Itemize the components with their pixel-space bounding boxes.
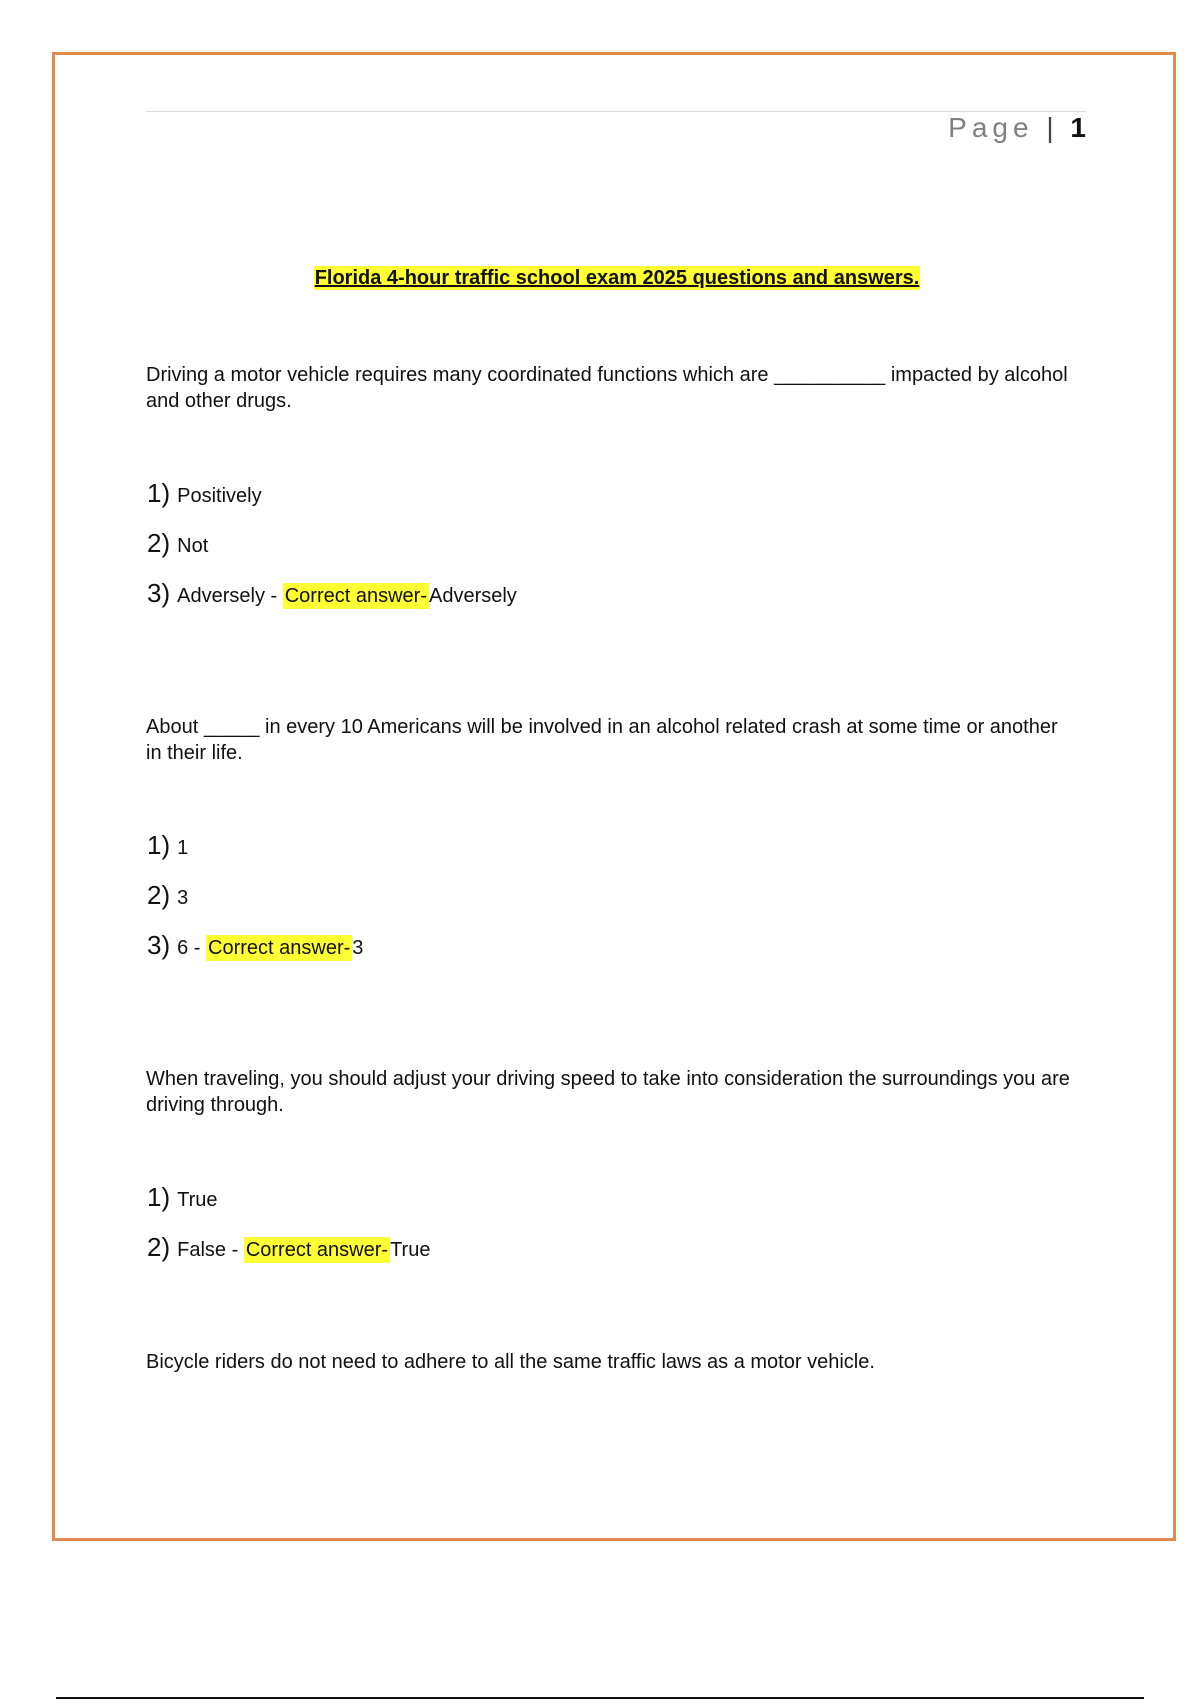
page-separator: | <box>1046 112 1054 143</box>
correct-answer-label: Correct answer- <box>284 585 427 607</box>
question-1-text: Driving a motor vehicle requires many coordinated functions which are __________ impacted by alcohol and other drugs. <box>146 364 1068 412</box>
option-number: 3) <box>147 930 171 960</box>
option-number: 3) <box>147 578 171 608</box>
correct-answer-label: Correct answer- <box>208 937 351 959</box>
page-number <box>948 112 1086 144</box>
option-number: 1) <box>147 478 171 508</box>
option-text: 6 - <box>177 937 201 959</box>
question-2-option-3 <box>147 930 363 961</box>
option-text: Adversely - <box>177 585 278 607</box>
question-3-option-1 <box>147 1182 218 1213</box>
question-3-option-2 <box>147 1232 430 1263</box>
option-text: False - <box>177 1239 239 1261</box>
correct-answer-value: 3 <box>352 937 364 959</box>
option-number: 1) <box>147 830 171 860</box>
question-2-text: About _____ in every 10 Americans will be involved in an alcohol related crash at some time or another in their life. <box>146 716 1058 764</box>
page-number-value: 1 <box>1070 112 1086 143</box>
footer-rule <box>56 1697 1144 1699</box>
question-1-option-1 <box>147 478 262 509</box>
option-text: 3 <box>177 887 189 909</box>
question-1-option-2 <box>147 528 208 559</box>
question-4-text: Bicycle riders do not need to adhere to all the same traffic laws as a motor vehicle. <box>146 1351 875 1373</box>
option-number: 2) <box>147 528 171 558</box>
document-title <box>0 267 1200 290</box>
question-3-text: When traveling, you should adjust your driving speed to take into consideration the surroundings you are driving through. <box>146 1068 1070 1116</box>
page-label: Page <box>948 112 1034 143</box>
question-2-option-2 <box>147 880 188 911</box>
question-1-option-3 <box>147 578 517 609</box>
header-rule <box>146 111 1086 112</box>
correct-answer-label: Correct answer- <box>245 1239 389 1261</box>
question-2-option-1 <box>147 830 188 861</box>
option-number: 1) <box>147 1182 171 1212</box>
option-text: Positively <box>177 485 262 507</box>
correct-answer-value: True <box>390 1239 431 1261</box>
option-number: 2) <box>147 880 171 910</box>
correct-answer-value: Adversely <box>428 585 517 607</box>
document-title-text: Florida 4-hour traffic school exam 2025 questions and answers. <box>314 267 920 289</box>
option-text: True <box>177 1189 218 1211</box>
option-text: 1 <box>177 837 189 859</box>
option-text: Not <box>177 535 209 557</box>
option-number: 2) <box>147 1232 171 1262</box>
